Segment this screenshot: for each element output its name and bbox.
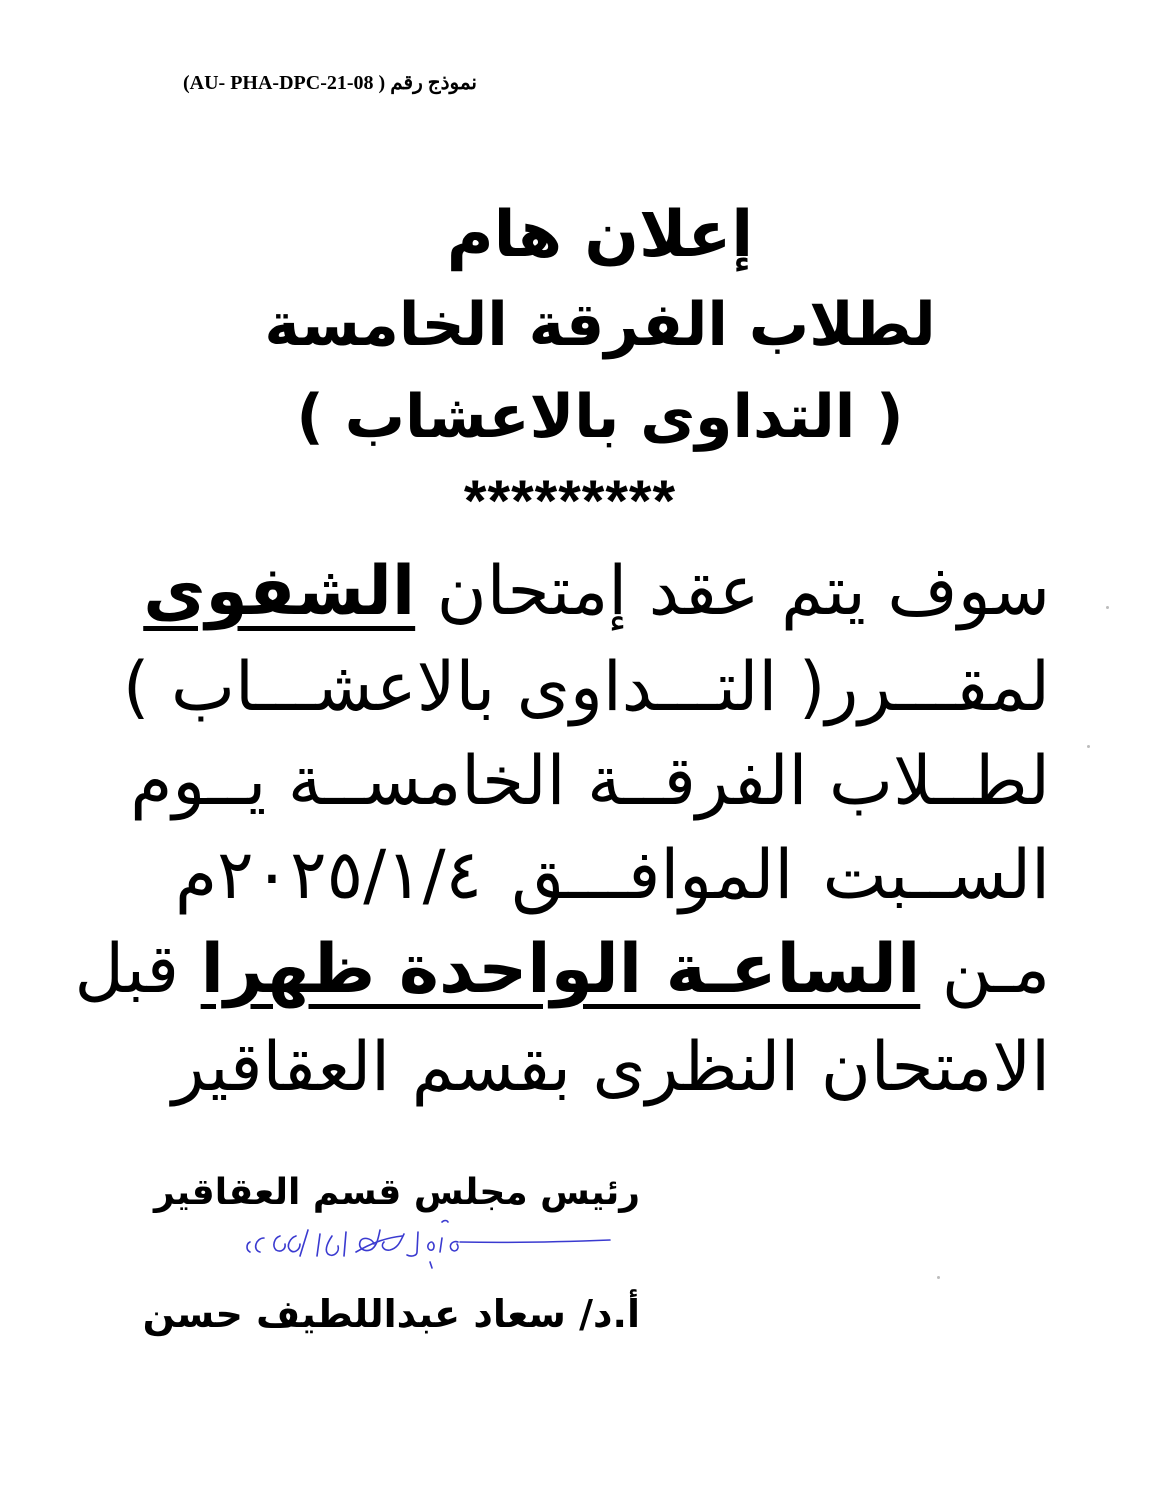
announcement-line-1: [143, 552, 1050, 631]
scan-speck: [1106, 606, 1109, 609]
announcement-line-6: الامتحان النظرى بقسم العقاقير: [172, 1028, 1050, 1107]
signatory-name: أ.د/ سعاد عبداللطيف حسن: [142, 1292, 640, 1336]
announcement-line-5: [74, 930, 1050, 1009]
star-divider: *********: [463, 469, 677, 534]
announcement-line-4-date: الســبت الموافـــق ٢٠٢٥/١/٤م: [175, 836, 1050, 915]
signatory-title: رئيس مجلس قسم العقاقير: [154, 1172, 640, 1213]
exam-time-emphasis: الساعـة الواحدة ظهرا: [200, 930, 921, 1009]
announcement-line-2: لمقـــرر( التـــداوى بالاعشـــاب ): [122, 648, 1050, 727]
announcement-line-1-text: سوف يتم عقد إمتحان: [436, 552, 1050, 631]
announcement-line-5-before: قبل: [74, 930, 180, 1009]
target-class-heading: لطلاب الفرقة الخامسة: [264, 290, 936, 360]
handwritten-signature: [180, 1212, 620, 1282]
course-heading: ( التداوى بالاعشاب ): [296, 382, 904, 452]
oral-exam-emphasis: الشفوى: [143, 552, 416, 631]
announcement-title: إعلان هام: [446, 198, 754, 272]
announcement-line-3: لطــلاب الفرقــة الخامســة يــوم: [130, 742, 1050, 821]
announcement-line-5-from: مـن: [941, 930, 1050, 1009]
scan-speck: [937, 1276, 940, 1279]
form-number: نموذج رقم ( AU- PHA-DPC-21-08): [183, 72, 477, 94]
scan-speck: [1087, 745, 1090, 748]
